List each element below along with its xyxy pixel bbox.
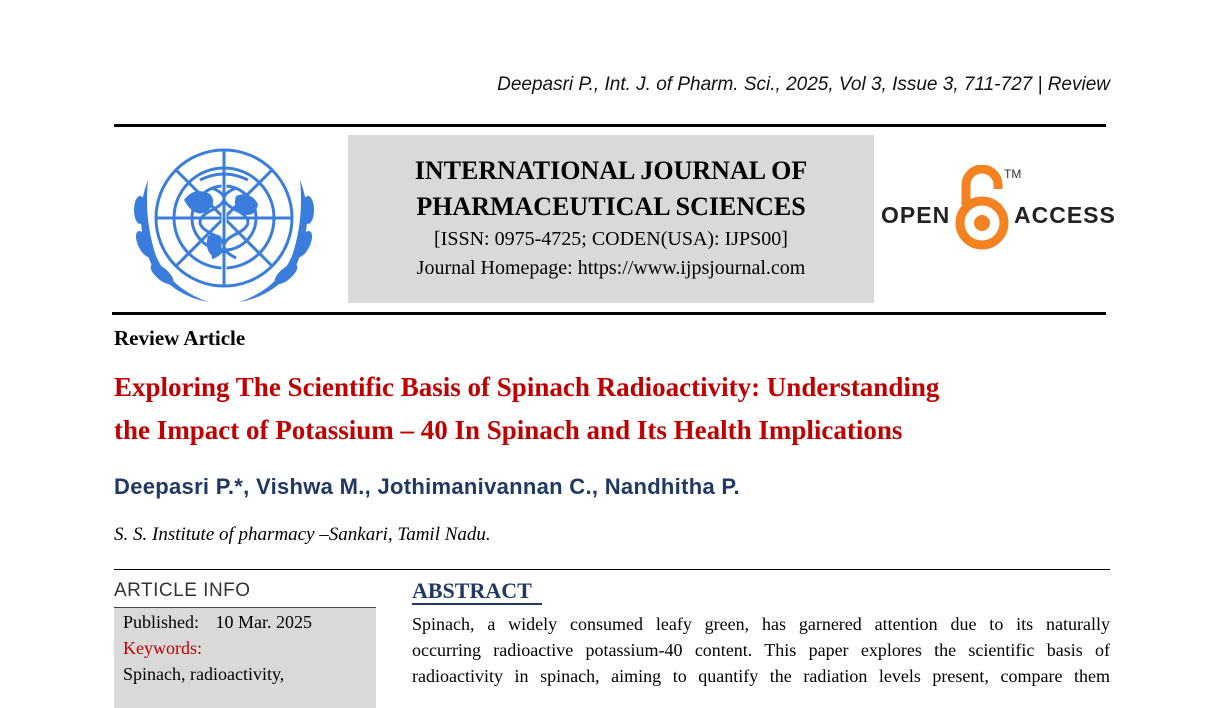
section-divider (114, 569, 1110, 570)
journal-name-line1: INTERNATIONAL JOURNAL OF (414, 156, 808, 185)
open-access-lock-icon (954, 165, 1010, 251)
journal-name-line2: PHARMACEUTICAL SCIENCES (416, 192, 806, 221)
keywords-label: Keywords: (123, 638, 202, 658)
masthead-bottom-rule (112, 312, 1106, 315)
keywords-value: Spinach, radioactivity, (123, 664, 285, 684)
running-header: Deepasri P., Int. J. of Pharm. Sci., 2025, Vol 3, Issue 3, 711-727 | Review (497, 74, 1110, 95)
article-type: Review Article (114, 326, 246, 350)
published-date: 10 Mar. 2025 (215, 612, 313, 632)
open-access-right-word: ACCESS (1014, 202, 1116, 228)
journal-homepage: Journal Homepage: https://www.ijpsjournal.com (416, 257, 806, 279)
journal-issn: [ISSN: 0975-4725; CODEN(USA): IJPS00] (434, 228, 788, 250)
open-access-logo (880, 165, 1116, 255)
article-title-line1: Exploring The Scientific Basis of Spinach Radioactivity: Understanding (114, 372, 940, 402)
abstract-line: occurring radioactive potassium-40 content. This paper explores the scientific basis of (412, 640, 1110, 660)
abstract-heading: ABSTRACT (412, 578, 532, 603)
abstract-line: Spinach, a widely consumed leafy green, has garnered attention due to its naturally (412, 614, 1110, 634)
abstract-line: radioactivity in spinach, aiming to quantify the radiation levels present, compare them (412, 666, 1110, 686)
article-title-line2: the Impact of Potassium – 40 In Spinach and Its Health Implications (114, 415, 903, 445)
affiliation: S. S. Institute of pharmacy –Sankari, Tamil Nadu. (114, 524, 491, 545)
article-title (114, 366, 1114, 452)
top-rule (114, 124, 1106, 127)
open-access-left-word: OPEN (881, 202, 951, 228)
trademark-mark: TM (1004, 167, 1022, 181)
published-row (123, 612, 312, 633)
author-list: Deepasri P.*, Vishwa M., Jothimanivannan C., Nandhitha P. (114, 474, 740, 499)
journal-name (348, 153, 874, 225)
published-label: Published: (123, 612, 200, 632)
abstract-heading-underline (412, 603, 542, 605)
journal-masthead (348, 135, 874, 303)
article-info-heading: ARTICLE INFO (114, 580, 251, 601)
article-info-box (114, 607, 376, 708)
abstract-body (412, 611, 1110, 689)
un-emblem-icon (124, 140, 324, 308)
